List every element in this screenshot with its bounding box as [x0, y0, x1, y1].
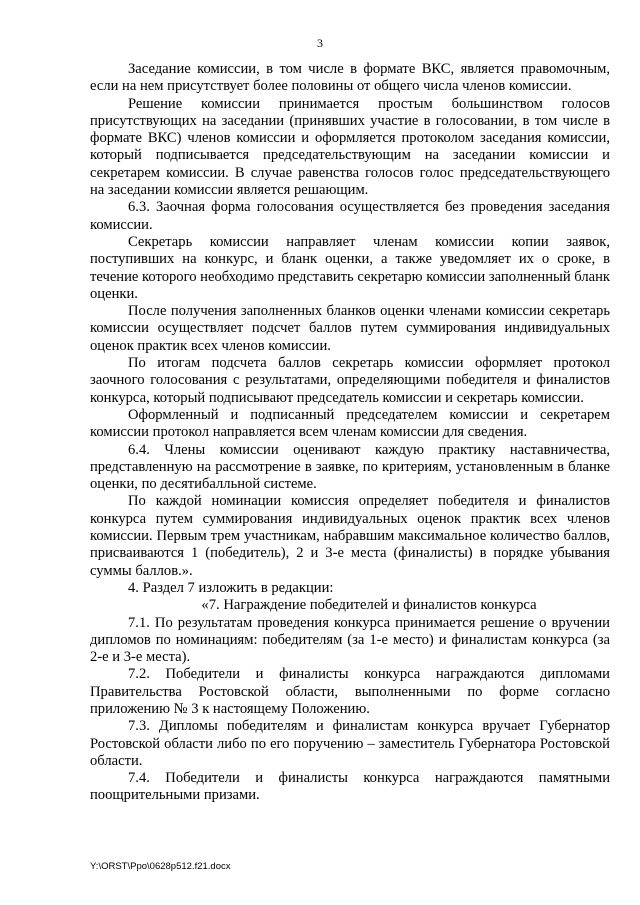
paragraph: 7.1. По результатам проведения конкурса принимается решение о вручении дипломов по номинациям: победителям (за 1-е место) и финалистам конкурса (за 2-е и 3-е места). — [90, 614, 610, 666]
paragraph: По каждой номинации комиссия определяет победителя и финалистов конкурса путем суммирования индивидуальных оценок практик всех членов комиссии. Первым трем участникам, набравшим максимальное количество баллов, присваиваются 1 (победитель), 2 и 3-е места (финалисты) в порядке убывания суммы баллов.». — [90, 493, 610, 579]
paragraph: 7.3. Дипломы победителям и финалистам конкурса вручает Губернатор Ростовской области либо по его поручению – заместитель Губернатора Ростовской области. — [90, 718, 610, 769]
paragraph: Оформленный и подписанный председателем комиссии и секретарем комиссии протокол направляется всем членам комиссии для сведения. — [90, 406, 610, 441]
paragraph: 7.2. Победители и финалисты конкурса награждаются дипломами Правительства Ростовской области, выполненными по форме согласно приложению № 3 к настоящему Положению. — [90, 666, 610, 717]
document-body — [90, 61, 610, 805]
page-number: 3 — [317, 36, 323, 50]
paragraph: Секретарь комиссии направляет членам комиссии копии заявок, поступивших на конкурс, и бланк оценки, а также уведомляет их о сроке, в течение которого необходимо представить секретарю комиссии заполненный бланк оценки. — [90, 233, 611, 302]
paragraph: 7.4. Победители и финалисты конкурса награждаются памятными поощрительными призами. — [90, 770, 610, 804]
paragraph: Заседание комиссии, в том числе в формате ВКС, является правомочным, если на нем присутствует более половины от общего числа членов комиссии. — [90, 61, 610, 95]
paragraph: Решение комиссии принимается простым большинством голосов присутствующих на заседании (принявших участие в голосовании, в том числе в формате ВКС) членов комиссии и оформляется протоколом заседания комиссии, который подписывается председательствующим на заседании комиссии и секретарем комиссии. В случае равенства голосов голос председательствующего на заседании комиссии является решающим. — [90, 95, 610, 199]
section-heading: «7. Награждение победителей и финалистов конкурса — [201, 597, 537, 614]
file-path-footer: Y:\ORST\Ppo\0628p512.f21.docx — [90, 861, 231, 872]
paragraph: После получения заполненных бланков оценки членами комиссии секретарь комиссии осуществляет подсчет баллов путем суммирования индивидуальных оценок практик всех членов комиссии. — [90, 303, 610, 354]
paragraph: 4. Раздел 7 изложить в редакции: — [128, 579, 334, 596]
paragraph: 6.4. Члены комиссии оценивают каждую практику наставничества, представленную на рассмотрение в заявке, по критериям, установленным в бланке оценки, по десятибалльной системе. — [90, 441, 610, 493]
paragraph: 6.3. Заочная форма голосования осуществляется без проведения заседания комиссии. — [90, 199, 610, 233]
paragraph: По итогам подсчета баллов секретарь комиссии оформляет протокол заочного голосования с результатами, определяющими победителя и финалистов конкурса, который подписывают председатель комиссии и секретарь комиссии. — [90, 355, 610, 406]
